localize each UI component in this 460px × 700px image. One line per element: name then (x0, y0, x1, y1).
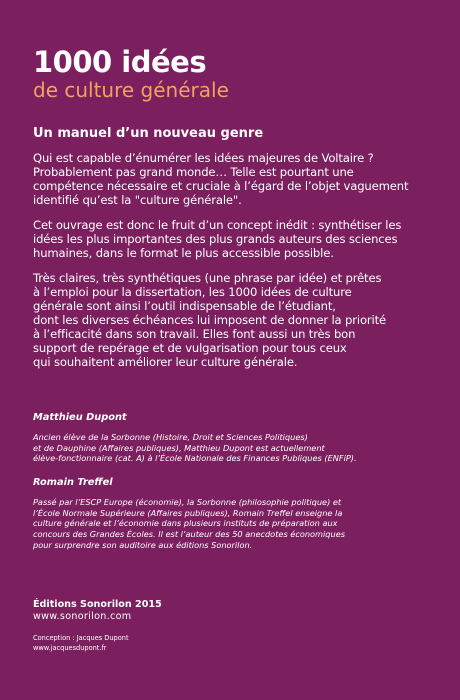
author-block-1 (33, 412, 433, 464)
author-bio: Passé par l’ESCP Europe (économie), la Sorbonne (philosophie politique) et l’École Normale Supérieure (Affaires publiques), Romain Treffel enseigne la culture générale et l’économie dans plusieurs instituts de préparation aux concours des Grandes Écoles. Il est l’auteur des 50 anecdotes économiques pour surprendre son auditoire aux éditions Sonorilon. (33, 497, 345, 550)
publisher-url: www.sonorilon.com (33, 611, 132, 622)
description-paragraph-1: Qui est capable d’énumérer les idées majeures de Voltaire ? Probablement pas grand monde… Telle est pourtant une compétence nécessaire et cruciale à l’égard de l’objet vaguement identifié qu’est la "culture générale". (33, 151, 409, 207)
credits-block (33, 633, 129, 653)
book-subtitle: de culture générale (33, 78, 229, 102)
designer-url: www.jacquesdupont.fr (33, 644, 107, 652)
publisher-name: Éditions Sonorilon 2015 (33, 599, 162, 610)
author-name: Romain Treffel (33, 477, 113, 488)
book-title: 1000 idées (33, 45, 207, 79)
author-bio: Ancien élève de la Sorbonne (Histoire, Droit et Sciences Politiques) et de Dauphine (Affaires publiques), Matthieu Dupont est actuellement élève-fonctionnaire (cat. A) à l’École Nationale des Finances Publiques (ENFiP). (33, 432, 357, 464)
description-paragraph-3: Très claires, très synthétiques (une phrase par idée) et prêtes à l’emploi pour la dissertation, les 1000 idées de culture générale sont ainsi l’outil indispensable de l’étudiant, dont les diverses échéances lui imposent de donner la priorité à l’efficacité dans son travail. Elles font aussi un très bon support de repérage et de vulgarisation pour tous ceux qui souhaitent améliorer leur culture générale. (33, 271, 386, 369)
back-cover-main (33, 46, 438, 380)
section-heading: Un manuel d’un nouveau genre (33, 126, 264, 141)
publisher-block (33, 599, 162, 623)
author-name: Matthieu Dupont (33, 412, 127, 423)
description-paragraph-2: Cet ouvrage est donc le fruit d’un concept inédit : synthétiser les idées les plus importantes des plus grands auteurs des sciences humaines, dans le format le plus accessible possible. (33, 218, 402, 260)
author-block-2 (33, 477, 433, 551)
design-credit: Conception : Jacques Dupont (33, 634, 129, 642)
